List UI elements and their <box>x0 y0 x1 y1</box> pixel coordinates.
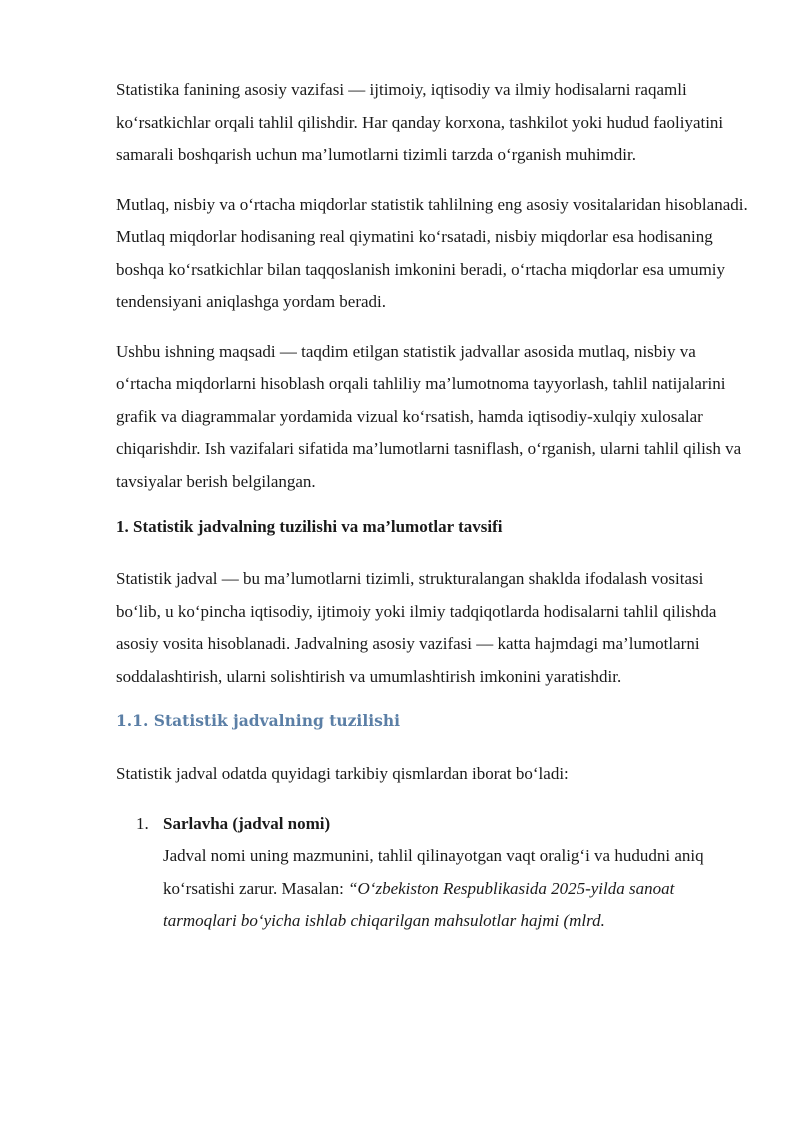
subsection-1-1-heading: 1.1. Statistik jadvalning tuzilishi <box>116 711 400 730</box>
table-components-list <box>116 808 748 938</box>
list-item <box>116 808 748 938</box>
intro-paragraph-3: Ushbu ishning maqsadi — taqdim etilgan statistik jadvallar asosida mutlaq, nisbiy va o‘rtacha miqdorlarni hisoblash orqali tahliliy ma’lumotnoma tayyorlash, tahlil natijalarini grafik va diagrammalar yordamida vizual ko‘rsatish, hamda iqtisodiy-xulqiy xulosalar chiqarishdir. Ish vazifalari sifatida ma’lumotlarni tasniflash, o‘rganish, ularni tahlil qilish va tavsiyalar berish belgilangan. <box>116 341 742 491</box>
list-item-title: Sarlavha (jadval nomi) <box>163 813 331 833</box>
list-item-number: 1. <box>136 813 149 833</box>
intro-paragraph-1: Statistika fanining asosiy vazifasi — ijtimoiy, iqtisodiy va ilmiy hodisalarni raqamli ko‘rsatkichlar orqali tahlil qilishdir. Har qanday korxona, tashkilot yoki hudud faoliyatini samarali boshqarish uchun ma’lumotlarni tizimli tarzda o‘rganish muhimdir. <box>116 80 724 164</box>
section-1-heading: 1. Statistik jadvalning tuzilishi va ma’lumotlar tavsifi <box>116 517 503 536</box>
list-item-example: “O‘zbekiston Respublikasida 2025-yilda sanoat tarmoqlari bo‘yicha ishlab chiqarilgan mahsulotlar hajmi (mlrd. <box>163 878 675 930</box>
list-item-text: Jadval nomi uning mazmunini, tahlil qilinayotgan vaqt oralig‘i va hududni aniq ko‘rsatishi zarur. Masalan: <box>163 846 704 898</box>
intro-paragraph-2: Mutlaq, nisbiy va o‘rtacha miqdorlar statistik tahlilning eng asosiy vositalaridan hisoblanadi. Mutlaq miqdorlar hodisaning real qiymatini ko‘rsatadi, nisbiy miqdorlar esa hodisaning boshqa ko‘rsatkichlar bilan taqqoslanish imkonini beradi, o‘rtacha miqdorlar esa umumiy tendensiyani aniqlashga yordam beradi. <box>116 194 748 311</box>
document-body <box>116 74 748 938</box>
subsection-1-1-intro: Statistik jadval odatda quyidagi tarkibiy qismlardan iborat bo‘ladi: <box>116 764 569 783</box>
section-1-paragraph: Statistik jadval — bu ma’lumotlarni tizimli, strukturalangan shaklda ifodalash vositasi bo‘lib, u ko‘pincha iqtisodiy, ijtimoiy yoki ilmiy tadqiqotlarda hodisalarni tahlil qilishda asosiy vosita hisoblanadi. Jadvalning asosiy vazifasi — katta hajmdagi ma’lumotlarni soddalashtirish, ularni solishtirish va umumlashtirish imkonini yaratishdir. <box>116 569 717 686</box>
